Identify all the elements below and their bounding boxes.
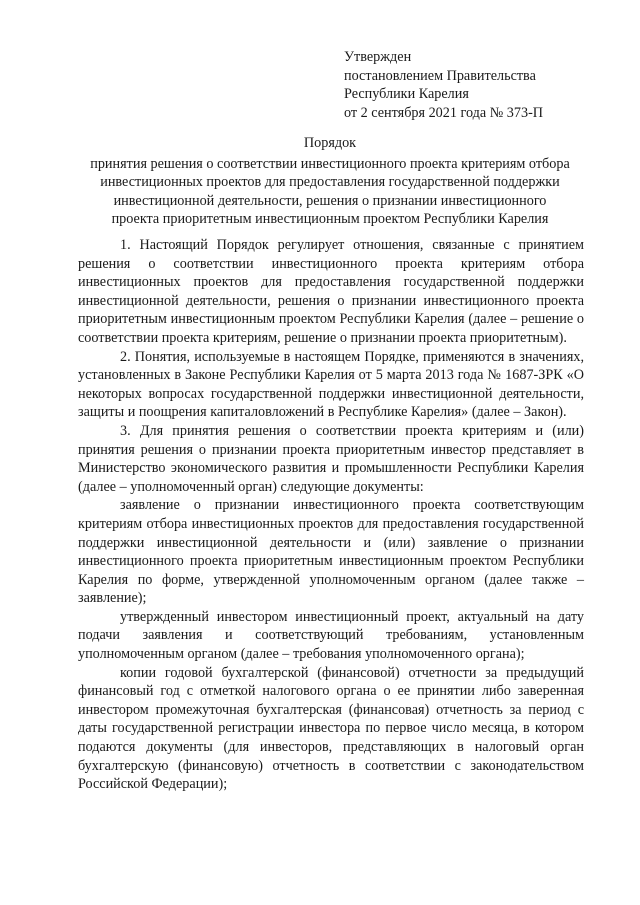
document-title	[70, 134, 590, 229]
title-line: инвестиционной деятельности, решения о признании инвестиционного	[113, 192, 547, 209]
title-line: принятия решения о соответствии инвестиционного проекта критериям отбора	[90, 155, 570, 172]
approval-line: Утвержден	[344, 49, 412, 65]
title-line: проекта приоритетным инвестиционным проектом Республики Карелия	[111, 211, 549, 227]
approval-line: Республики Карелия	[344, 86, 469, 102]
paragraph: утвержденный инвестором инвестиционный проект, актуальный на дату подачи заявления и соответствующий требованиям, установленным уполномоченным органом (далее – требования уполномоченного органа);	[78, 608, 584, 663]
paragraph: 1. Настоящий Порядок регулирует отношения, связанные с принятием решения о соответствии инвестиционного проекта критериям отбора инвестиционных проектов для предоставления государственной поддержки инвестиционной деятельности, решения о признании инвестиционного проекта приоритетным инвестиционным проектом Республики Карелия (далее – решение о соответствии проекта критериям, решение о признании проекта приоритетным).	[78, 237, 584, 346]
paragraph: заявление о признании инвестиционного проекта соответствующим критериям отбора инвестиционных проектов для предоставления государственной поддержки инвестиционной деятельности и (или) заявление о признании инвестиционного проекта приоритетным инвестиционным проектом Республики Карелия по форме, утвержденной уполномоченным органом (далее также – заявление);	[78, 497, 584, 607]
approval-stamp	[344, 48, 624, 122]
paragraph: копии годовой бухгалтерской (финансовой) отчетности за предыдущий финансовый год с отметкой налогового органа о ее принятии либо заверенная инвестором промежуточная бухгалтерская (финансовая) отчетность за период с даты государственной регистрации инвестора по первое число месяца, в котором подаются документы (для инвесторов, представляющих в налоговый орган бухгалтерскую (финансовую) отчетность в соответствии с законодательством Российской Федерации);	[78, 664, 584, 793]
title-line: инвестиционных проектов для предоставления государственной поддержки	[100, 174, 560, 190]
title-heading: Порядок	[303, 135, 357, 151]
paragraph: 2. Понятия, используемые в настоящем Порядке, применяются в значениях, установленных в Законе Республики Карелия от 5 марта 2013 года № 1687-ЗРК «О некоторых вопросах государственной поддержки инвестиционной деятельности, защиты и поощрения капиталовложений в Республике Карелия» (далее – Закон).	[78, 348, 584, 421]
paragraph: 3. Для принятия решения о соответствии проекта критериям и (или) принятия решения о признании проекта приоритетным инвестор представляет в Министерство экономического развития и промышленности Республики Карелия (далее – уполномоченный орган) следующие документы:	[78, 422, 584, 495]
approval-line: от 2 сентября 2021 года № 373-П	[344, 104, 544, 121]
approval-line: постановлением Правительства	[344, 67, 536, 84]
document-body	[78, 236, 584, 794]
